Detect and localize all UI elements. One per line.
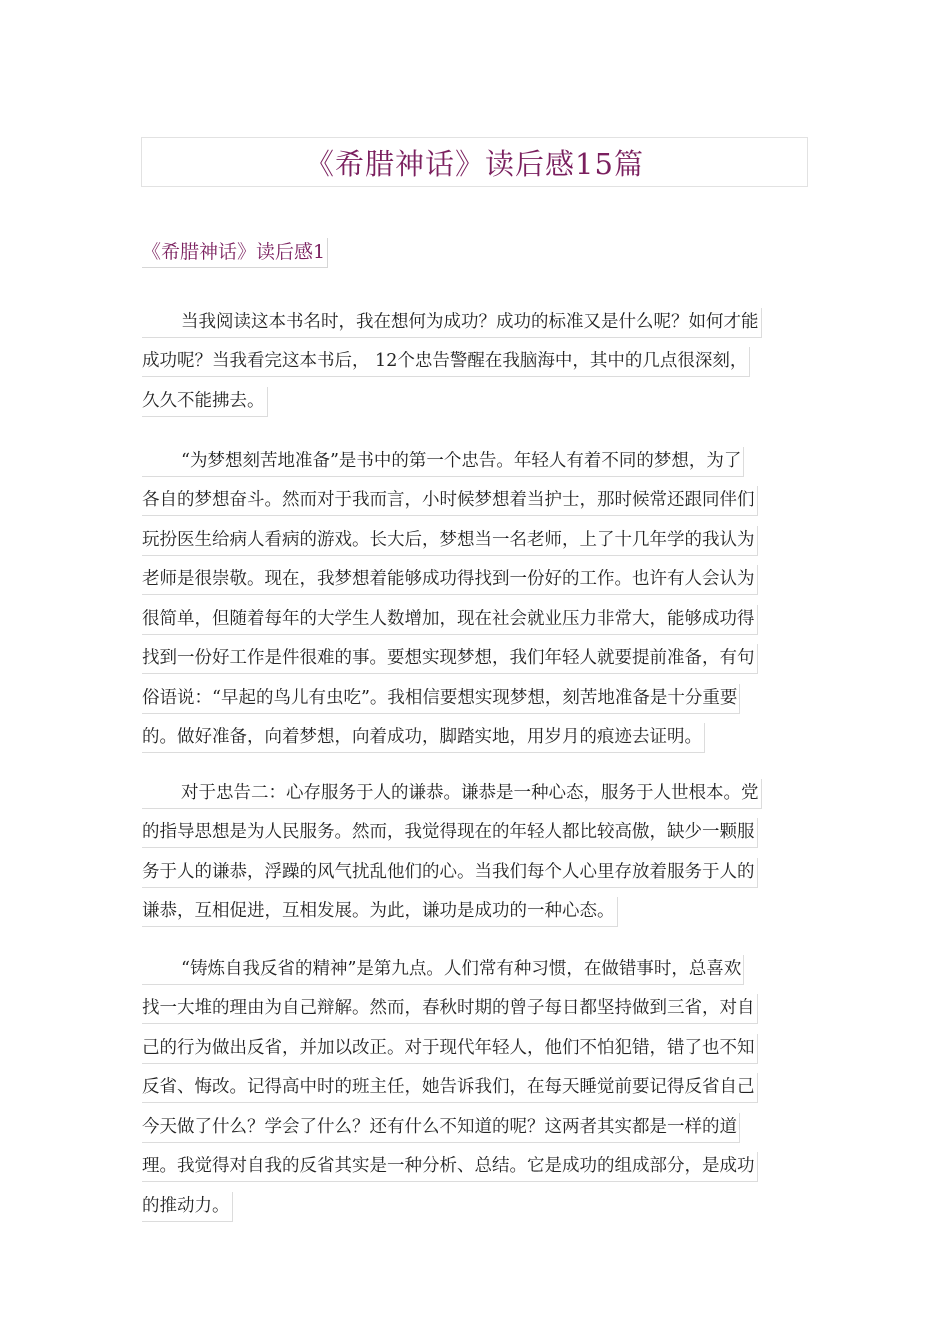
paragraph-line: 找到一份好工作是件很难的事。要想实现梦想，我们年轻人就要提前准备，有句 <box>142 644 758 674</box>
title-box <box>141 137 808 187</box>
paragraph-line: 的指导思想是为人民服务。然而，我觉得现在的年轻人都比较高傲，缺少一颗服 <box>142 818 758 848</box>
paragraph-line: 玩扮医生给病人看病的游戏。长大后，梦想当一名老师，上了十几年学的我认为 <box>142 526 758 556</box>
paragraph-line: 各自的梦想奋斗。然而对于我而言，小时候梦想着当护士，那时候常还跟同伴们 <box>142 486 758 516</box>
paragraph-line: “为梦想刻苦地准备”是书中的第一个忠告。年轻人有着不同的梦想，为了 <box>142 447 744 477</box>
section-heading: 《希腊神话》读后感1 <box>142 238 328 268</box>
paragraph-line: 务于人的谦恭，浮躁的风气扰乱他们的心。当我们每个人心里存放着服务于人的 <box>142 858 758 888</box>
paragraph-line: 的推动力。 <box>142 1192 233 1222</box>
paragraph-line: 对于忠告二：心存服务于人的谦恭。谦恭是一种心态，服务于人世根本。党 <box>142 779 762 809</box>
paragraph-line: 成功呢？当我看完这本书后， 12个忠告警醒在我脑海中，其中的几点很深刻， <box>142 347 750 377</box>
paragraph-line: 反省、悔改。记得高中时的班主任，她告诉我们，在每天睡觉前要记得反省自己 <box>142 1073 758 1103</box>
paragraph-line: 老师是很崇敬。现在，我梦想着能够成功得找到一份好的工作。也许有人会认为 <box>142 565 758 595</box>
paragraph-line: 的。做好准备，向着梦想，向着成功，脚踏实地，用岁月的痕迹去证明。 <box>142 723 705 753</box>
paragraph-line: “铸炼自我反省的精神”是第九点。人们常有种习惯，在做错事时，总喜欢 <box>142 955 744 985</box>
paragraph-line: 己的行为做出反省，并加以改正。对于现代年轻人，他们不怕犯错，错了也不知 <box>142 1034 758 1064</box>
paragraph-line: 俗语说：“早起的鸟儿有虫吃”。我相信要想实现梦想，刻苦地准备是十分重要 <box>142 684 740 714</box>
paragraph-line: 今天做了什么？学会了什么？还有什么不知道的呢？这两者其实都是一样的道 <box>142 1113 740 1143</box>
paragraph-line: 理。我觉得对自我的反省其实是一种分析、总结。它是成功的组成部分，是成功 <box>142 1152 758 1182</box>
paragraph-line: 久久不能拂去。 <box>142 387 268 417</box>
paragraph-line: 找一大堆的理由为自己辩解。然而，春秋时期的曾子每日都坚持做到三省，对自 <box>142 994 758 1024</box>
paragraph-line: 很简单，但随着每年的大学生人数增加，现在社会就业压力非常大，能够成功得 <box>142 605 758 635</box>
paragraph-line: 当我阅读这本书名时，我在想何为成功？成功的标准又是什么呢？如何才能 <box>142 308 762 338</box>
document-title: 《希腊神话》读后感15篇 <box>305 146 644 181</box>
paragraph-line: 谦恭，互相促进，互相发展。为此，谦功是成功的一种心态。 <box>142 897 618 927</box>
